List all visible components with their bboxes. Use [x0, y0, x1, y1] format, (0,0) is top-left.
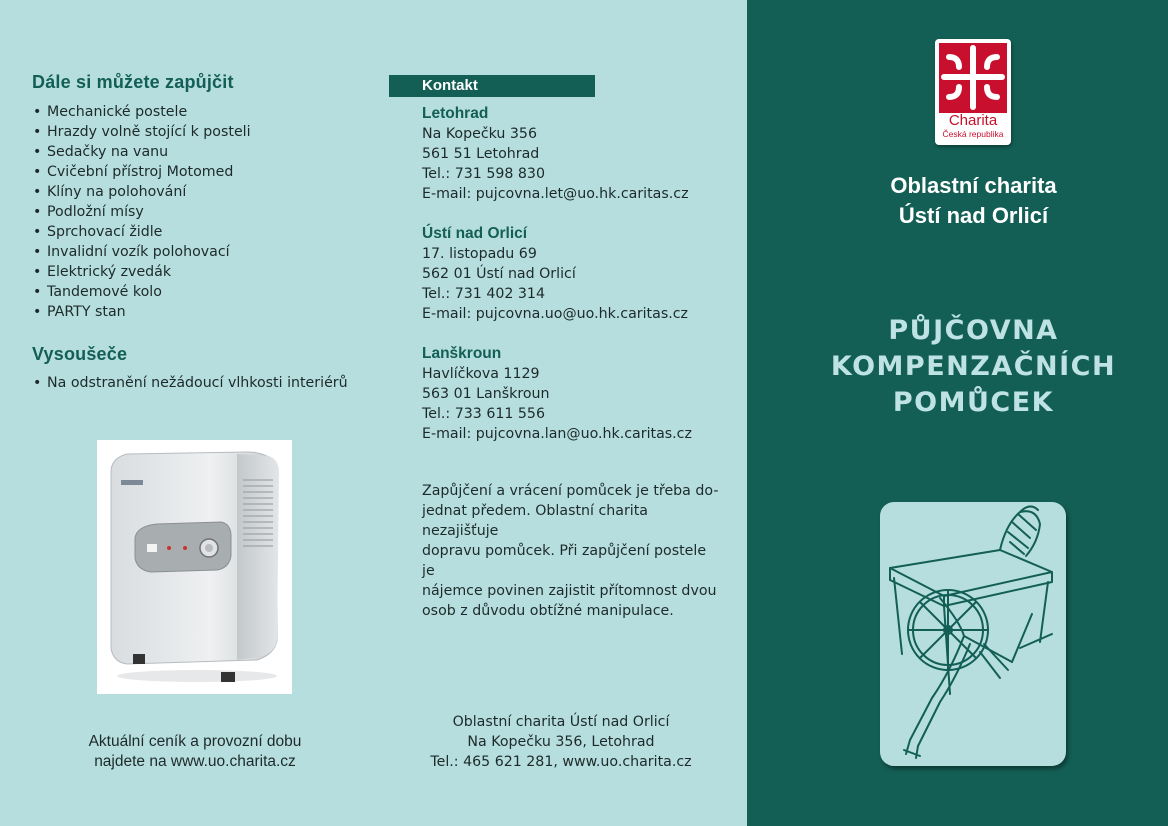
service-title [807, 313, 1140, 421]
dehumidifier-heading: Vysoušeče [32, 344, 128, 364]
right-panel [747, 0, 1168, 826]
footer-line: Na Kopečku 356, Letohrad [467, 734, 655, 750]
office-city: Lanškroun [422, 345, 502, 362]
office-lanskroun [422, 344, 692, 444]
title-line: PŮJČOVNA [888, 315, 1059, 346]
office-phone: Tel.: 731 598 830 [422, 166, 545, 182]
office-street: Havlíčkova 1129 [422, 366, 540, 382]
office-letohrad [422, 104, 689, 204]
list-item: • Mechanické postele [32, 102, 251, 122]
org-name-line: Ústí nad Orlicí [898, 203, 1049, 228]
rental-notice [422, 481, 722, 621]
list-item: • Invalidní vozík polohovací [32, 242, 251, 262]
office-city: Ústí nad Orlicí [422, 225, 528, 242]
title-line: KOMPENZAČNÍCH [830, 351, 1117, 382]
list-item: • Na odstranění nežádoucí vlhkosti interiérů [32, 373, 348, 393]
list-item: • Tandemové kolo [32, 282, 251, 302]
borrow-heading: Dále si můžete zapůjčit [32, 72, 234, 92]
title-line: POMŮCEK [892, 387, 1055, 418]
organization-name [827, 171, 1120, 231]
price-info [40, 732, 350, 772]
logo-name: Charita [948, 112, 998, 129]
contact-heading: Kontakt [389, 75, 595, 97]
office-email: E-mail: pujcovna.uo@uo.hk.caritas.cz [422, 306, 688, 322]
dehumidifier-list [32, 373, 348, 393]
office-postal: 562 01 Ústí nad Orlicí [422, 266, 576, 282]
middle-panel [375, 0, 747, 826]
dehumidifier-photo [97, 440, 292, 694]
notice-line: dopravu pomůcek. Při zapůjčení postele je [422, 543, 707, 579]
office-phone: Tel.: 733 611 556 [422, 406, 545, 422]
list-item: • Cvičební přístroj Motomed [32, 162, 251, 182]
office-postal: 563 01 Lanškroun [422, 386, 550, 402]
left-panel [0, 0, 375, 826]
list-item: • Hrazdy volně stojící k posteli [32, 122, 251, 142]
notice-line: Zapůjčení a vrácení pomůcek je třeba do- [422, 483, 719, 499]
list-item: • Elektrický zvedák [32, 262, 251, 282]
office-usti [422, 224, 688, 324]
price-info-line: Aktuální ceník a provozní dobu [88, 733, 302, 750]
office-email: E-mail: pujcovna.lan@uo.hk.caritas.cz [422, 426, 692, 442]
notice-line: jednat předem. Oblastní charita nezajišťuje [422, 503, 648, 539]
dehumidifier-image [97, 440, 292, 694]
office-postal: 561 51 Letohrad [422, 146, 540, 162]
office-street: Na Kopečku 356 [422, 126, 537, 142]
borrow-list [32, 102, 251, 322]
illustration-box [880, 502, 1066, 766]
list-item: • Sedačky na vanu [32, 142, 251, 162]
charita-cross-icon [935, 39, 1011, 115]
list-item: • PARTY stan [32, 302, 251, 322]
bed-wheel-illustration [880, 502, 1066, 766]
office-city: Letohrad [422, 105, 489, 122]
list-item: • Sprchovací židle [32, 222, 251, 242]
logo-subtitle: Česká republika [942, 129, 1004, 139]
charita-logo [935, 39, 1011, 145]
notice-line: nájemce povinen zajistit přítomnost dvou [422, 583, 717, 599]
notice-line: osob z důvodu obtížné manipulace. [422, 603, 674, 619]
org-name-line: Oblastní charita [890, 173, 1057, 198]
org-address-footer [375, 712, 747, 772]
footer-line: Tel.: 465 621 281, www.uo.charita.cz [430, 754, 692, 770]
office-street: 17. listopadu 69 [422, 246, 537, 262]
list-item: • Klíny na polohování [32, 182, 251, 202]
price-info-line: najdete na www.uo.charita.cz [94, 753, 296, 770]
office-email: E-mail: pujcovna.let@uo.hk.caritas.cz [422, 186, 689, 202]
list-item: • Podložní mísy [32, 202, 251, 222]
office-phone: Tel.: 731 402 314 [422, 286, 545, 302]
footer-line: Oblastní charita Ústí nad Orlicí [452, 714, 670, 730]
